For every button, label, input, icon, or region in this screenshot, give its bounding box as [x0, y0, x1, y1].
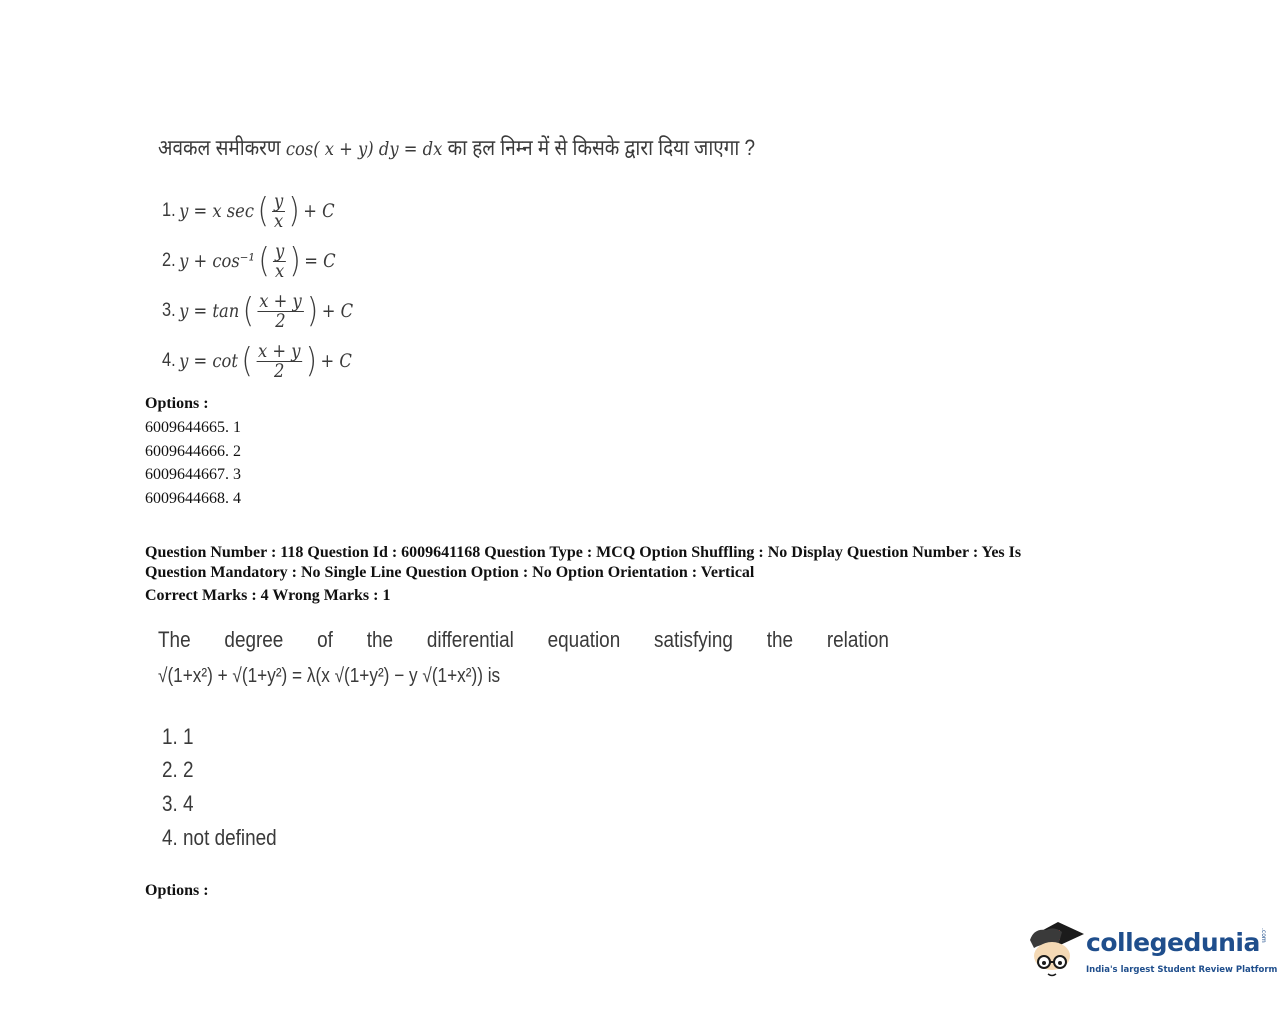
q117-option-1: 6009644665. 1 [145, 419, 241, 436]
q118-choice-1: 1. 1 [162, 724, 194, 749]
close-paren: ) [289, 241, 301, 281]
q117-choice-2 [162, 236, 353, 286]
choice-number: 1. [162, 200, 176, 221]
logo-tagline: India's largest Student Review Platform [1086, 965, 1278, 975]
q118-word: The [158, 627, 191, 652]
fraction: $\frac{x + y}{2}$ [259, 289, 302, 332]
q117-question-suffix: का हल निम्न में से किसके द्वारा दिया जाएगा ? [447, 135, 756, 160]
open-paren: ( [242, 291, 255, 331]
choice-rhs: + C [320, 350, 352, 372]
q117-choice-3 [162, 286, 353, 336]
q118-word: the [366, 627, 394, 652]
q118-word: the [766, 627, 794, 652]
logo-name: collegedunia [1086, 928, 1260, 957]
fraction: $\frac{y}{x}$ [274, 189, 284, 232]
fraction: $\frac{y}{x}$ [274, 239, 285, 282]
close-paren: ) [306, 291, 319, 331]
q118-choice-3: 3. 4 [162, 791, 194, 816]
logo-suffix: .com [1259, 928, 1267, 943]
q118-word: degree [224, 627, 284, 652]
fraction: $\frac{x + y}{2}$ [257, 339, 301, 382]
collegedunia-logo [1024, 918, 1278, 988]
q117-option-2: 6009644666. 2 [145, 443, 241, 460]
q117-question-prefix: अवकल समीकरण [158, 135, 281, 160]
logo-wordmark [1086, 928, 1267, 957]
choice-lhs: y = tan [179, 300, 240, 322]
q118-word: differential [426, 627, 514, 652]
choice-rhs: + C [321, 300, 354, 322]
q118-options-label: Options : [145, 882, 209, 899]
q117-question-line [158, 132, 755, 162]
q117-choice-1 [162, 186, 353, 236]
choice-lhs: y = cot [179, 350, 238, 372]
close-paren: ) [305, 341, 318, 381]
choice-number: 3. [162, 300, 176, 321]
choice-rhs: = C [304, 250, 336, 272]
open-paren: ( [241, 341, 253, 381]
q118-choice-2: 2. 2 [162, 757, 194, 782]
q118-question-line [158, 627, 889, 653]
q117-options-label: Options : [145, 395, 209, 412]
q118-meta-line-1: Question Number : 118 Question Id : 6009641168 Question Type : MCQ Option Shuffling : No Display Question Number : Yes Is [145, 544, 1022, 561]
q118-choice-4: 4. not defined [162, 825, 277, 850]
q118-word: of [317, 627, 333, 652]
q118-word: relation [826, 627, 889, 652]
q118-relation: √(1+x²) + √(1+y²) = λ(x √(1+y²) − y √(1+x²)) is [158, 665, 501, 687]
q118-meta-line-2: Question Mandatory : No Single Line Question Option : No Option Orientation : Vertical [145, 564, 755, 581]
q117-equation: cos( x + y) dy = dx [285, 138, 443, 160]
open-paren: ( [257, 191, 269, 231]
choice-rhs: + C [303, 200, 335, 222]
mascot-icon [1024, 918, 1086, 984]
q117-choice-list [162, 186, 353, 386]
q118-word: equation [547, 627, 621, 652]
q117-option-3: 6009644667. 3 [145, 466, 241, 483]
choice-lhs: y + cos⁻¹ [179, 250, 255, 272]
q117-option-4: 6009644668. 4 [145, 490, 241, 507]
q117-choice-4 [162, 336, 353, 386]
open-paren: ( [258, 241, 270, 281]
close-paren: ) [288, 191, 300, 231]
choice-number: 4. [162, 350, 176, 371]
choice-number: 2. [162, 250, 176, 271]
choice-lhs: y = x sec [179, 200, 255, 222]
q118-marks: Correct Marks : 4 Wrong Marks : 1 [145, 587, 391, 604]
q118-word: satisfying [654, 627, 733, 652]
